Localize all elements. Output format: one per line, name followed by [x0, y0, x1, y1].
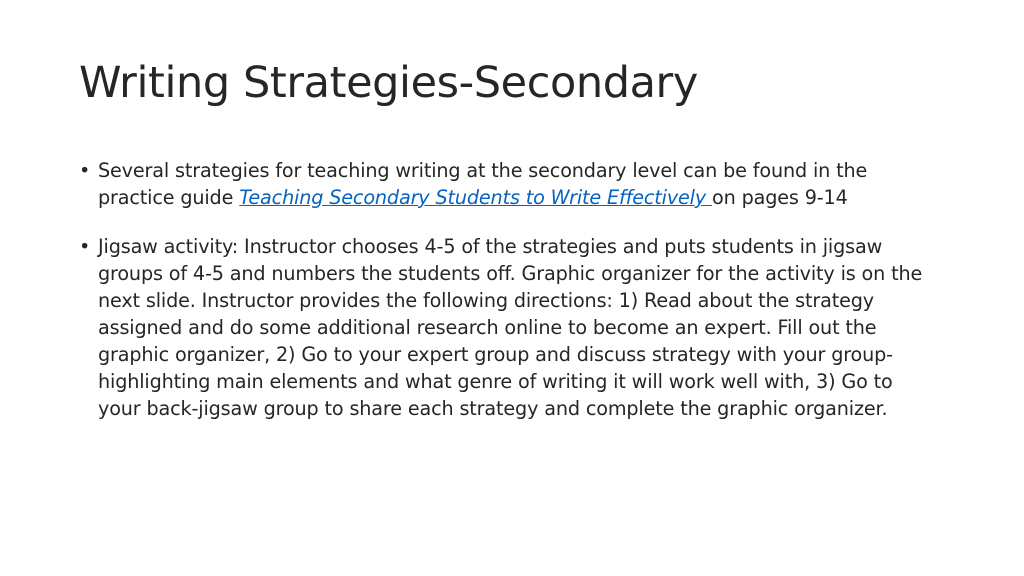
bullet-list — [79, 157, 939, 422]
slide-title: Writing Strategies-Secondary — [79, 58, 698, 108]
bullet-text-pages: on pages 9-14 — [712, 186, 848, 209]
bullet-marker: • — [79, 159, 91, 182]
bullet-marker: • — [79, 235, 91, 258]
bullet-text-intro: Several strategies for teaching writing at the secondary level can be found in the practice guide — [98, 159, 868, 209]
practice-guide-link[interactable]: Teaching Secondary Students to Write Effectively — [239, 186, 713, 209]
bullet-item-practice-guide — [79, 157, 939, 211]
jigsaw-activity-text: Jigsaw activity: Instructor chooses 4-5 of the strategies and puts students in jigsaw groups of 4-5 and numbers the students off. Graphic organizer for the activity is on the next slide. Instructor provides the following directions: 1) Read about the strategy assigned and do some additional research online to become an expert. Fill out the graphic organizer, 2) Go to your expert group and discuss strategy with your group-highlighting main elements and what genre of writing it will work well with, 3) Go to your back-jigsaw group to share each strategy and complete the graphic organizer. — [98, 235, 923, 420]
bullet-item-jigsaw-activity — [79, 233, 939, 422]
